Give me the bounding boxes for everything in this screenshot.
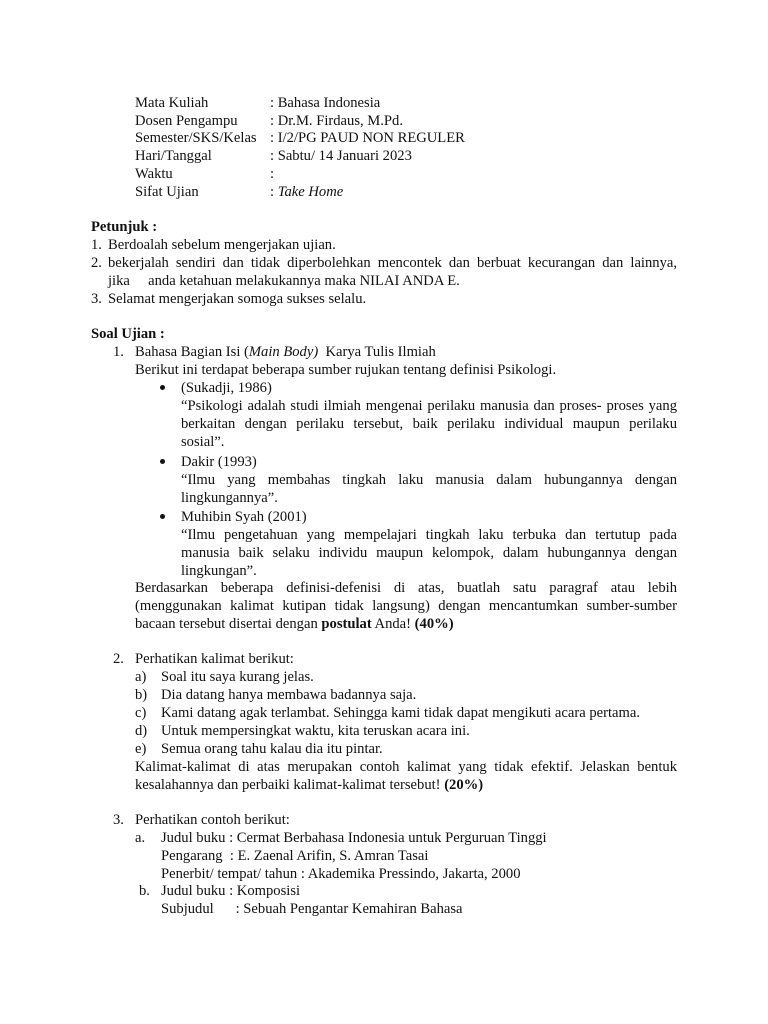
source-author: Muhibin Syah (2001) <box>181 509 307 525</box>
value-waktu: : <box>270 166 275 182</box>
sentence-text: Dia datang hanya membawa badannya saja. <box>161 687 417 703</box>
question-title: Bahasa Bagian Isi (Main Body) Karya Tulis Ilmiah <box>135 344 436 360</box>
question-task: Berdasarkan beberapa definisi-defenisi di atas, buatlah satu paragraf atau lebih (menggunakan kalimat kutipan tidak langsung) dengan mencantumkan sumber-sumber bacaan tersebut disertai dengan postulat Anda! (40%) <box>135 580 677 632</box>
label-semester: Semester/SKS/Kelas <box>135 130 257 146</box>
question-number: 2. <box>113 651 124 667</box>
sentence-letter: d) <box>135 723 148 739</box>
value-semester: : I/2/PG PAUD NON REGULER <box>270 130 465 146</box>
example-line: Judul buku : Cermat Berbahasa Indonesia untuk Perguruan Tinggi <box>161 830 547 846</box>
sentence-text: Semua orang tahu kalau dia itu pintar. <box>161 741 383 757</box>
score-badge: (40%) <box>414 616 454 632</box>
question-title: Perhatikan contoh berikut: <box>135 812 290 828</box>
label-mata-kuliah: Mata Kuliah <box>135 95 209 111</box>
source-quote: “Ilmu yang membahas tingkah laku manusia dalam hubungannya dengan lingkungannya”. <box>181 472 677 506</box>
source-author: (Sukadji, 1986) <box>181 380 272 396</box>
sentence-letter: e) <box>135 741 147 757</box>
label-waktu: Waktu <box>135 166 173 182</box>
instruction-text-cont: jika anda ketahuan melakukannya maka NILAI ANDA E. <box>108 273 460 289</box>
source-quote: “Psikologi adalah studi ilmiah mengenai perilaku manusia dan proses- proses yang berkaitan dengan perilaku tersebut, baik perilaku individual maupun perilaku sosial”. <box>181 398 677 450</box>
value-dosen: : Dr.M. Firdaus, M.Pd. <box>270 113 403 129</box>
instruction-text: bekerjalah sendiri dan tidak diperbolehkan mencontek dan berbuat kecurangan dan lainnya, <box>108 255 677 271</box>
exam-title: Soal Ujian : <box>91 326 165 342</box>
example-letter: a. <box>135 830 146 846</box>
label-sifat-ujian: Sifat Ujian <box>135 184 199 200</box>
example-line: Penerbit/ tempat/ tahun : Akademika Pressindo, Jakarta, 2000 <box>161 866 521 882</box>
question-number: 3. <box>113 812 124 828</box>
question-task: Kalimat-kalimat di atas merupakan contoh kalimat yang tidak efektif. Jelaskan bentuk kesalahannya dan perbaiki kalimat-kalimat tersebut! (20%) <box>135 759 677 793</box>
instruction-num: 2. <box>91 255 102 271</box>
label-hari-tanggal: Hari/Tanggal <box>135 148 212 164</box>
example-line: Judul buku : Komposisi <box>161 883 301 899</box>
instruction-num: 1. <box>91 237 102 253</box>
sentence-text: Kami datang agak terlambat. Sehingga kami tidak dapat mengikuti acara pertama. <box>161 705 640 721</box>
example-line: Subjudul : Sebuah Pengantar Kemahiran Bahasa <box>161 901 463 917</box>
value-mata-kuliah: : Bahasa Indonesia <box>270 95 381 111</box>
label-dosen: Dosen Pengampu <box>135 113 238 129</box>
sentence-letter: b) <box>135 687 148 703</box>
sentence-text: Soal itu saya kurang jelas. <box>161 669 314 685</box>
value-sifat-ujian: : Take Home <box>270 184 344 200</box>
source-author: Dakir (1993) <box>181 454 257 470</box>
question-title: Perhatikan kalimat berikut: <box>135 651 294 667</box>
source-quote: “Ilmu pengetahuan yang mempelajari tingkah laku terbuka dan tertutup pada manusia baik selaku individu maupun kelompok, dalam hubungannya dengan lingkungan”. <box>181 527 677 579</box>
instruction-num: 3. <box>91 291 102 307</box>
sentence-letter: a) <box>135 669 147 685</box>
question-number: 1. <box>113 344 124 360</box>
instruction-text: Berdoalah sebelum mengerjakan ujian. <box>108 237 336 253</box>
score-badge: (20%) <box>444 777 484 793</box>
bullet-icon <box>160 514 165 519</box>
bullet-icon <box>160 385 165 390</box>
example-line: Pengarang : E. Zaenal Arifin, S. Amran Tasai <box>161 848 429 864</box>
sentence-text: Untuk mempersingkat waktu, kita teruskan acara ini. <box>161 723 470 739</box>
bullet-icon <box>160 459 165 464</box>
sentence-letter: c) <box>135 705 147 721</box>
instructions-title: Petunjuk : <box>91 219 158 235</box>
value-hari-tanggal: : Sabtu/ 14 Januari 2023 <box>270 148 412 164</box>
question-intro: Berikut ini terdapat beberapa sumber rujukan tentang definisi Psikologi. <box>135 362 557 378</box>
instruction-text: Selamat mengerjakan somoga sukses selalu. <box>108 291 367 307</box>
example-letter: b. <box>139 883 150 899</box>
